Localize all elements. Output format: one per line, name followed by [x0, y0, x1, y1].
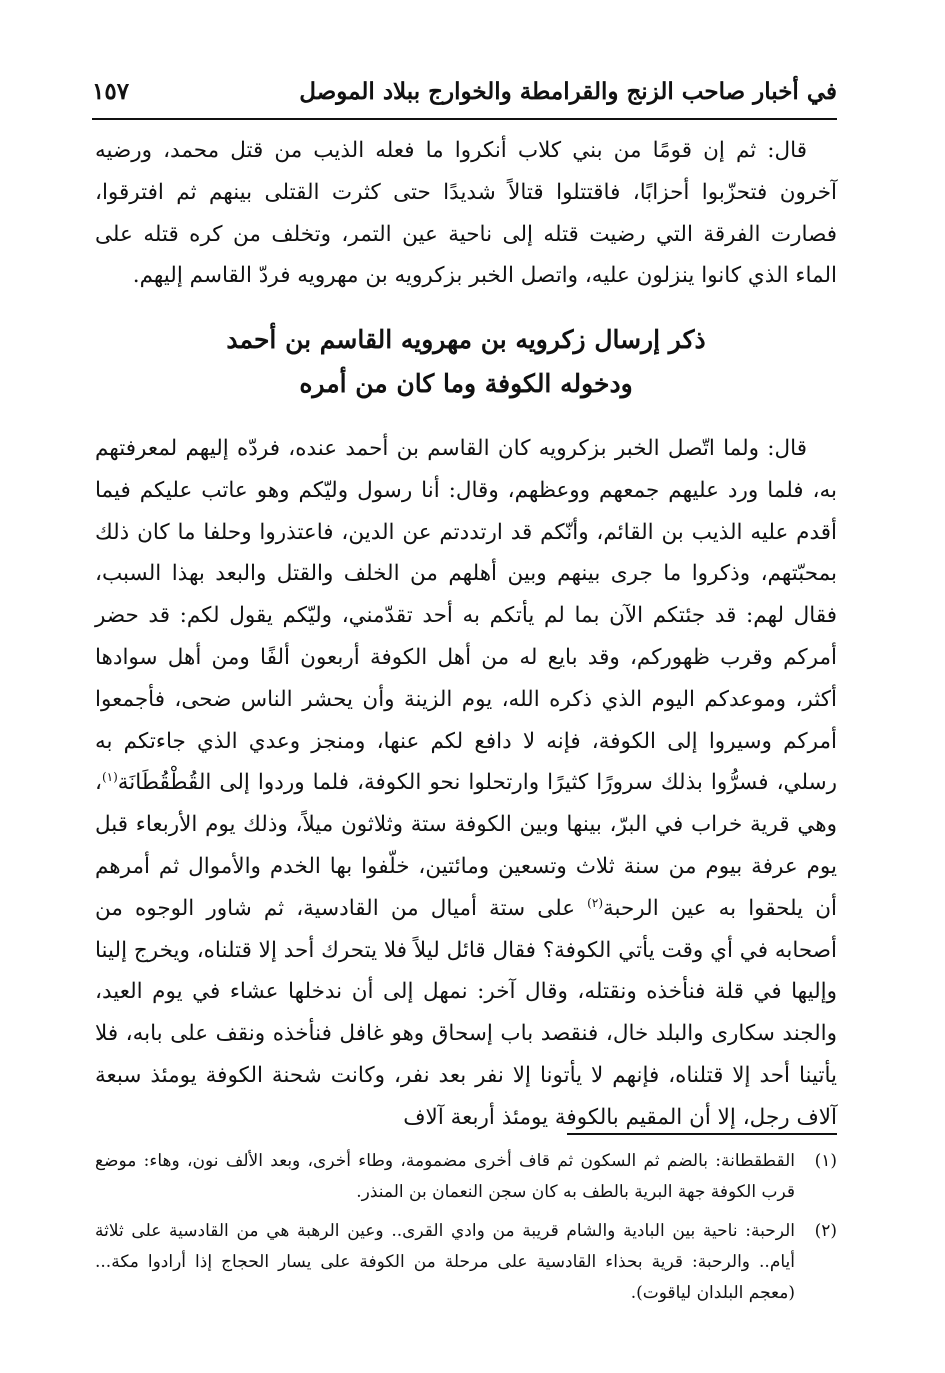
page-number: ١٥٧	[92, 78, 130, 105]
footnote-ref-2: (٢)	[587, 895, 603, 910]
paragraph-1-text: قال: ثم إن قومًا من بني كلاب أنكروا ما فعله الذيب من قتل محمد، ورضيه آخرون فتحزّبوا أحزابًا، فاقتتلوا قتالاً شديدًا حتى كثرت القتلى بينهم ثم افترقوا، فصارت الفرقة التي رضيت قتله إلى ناحية عين التمر، وتخلف من كره قتله على الماء الذي كانوا ينزلون عليه، واتصل الخبر بزكرويه بن مهرويه فردّ القاسم إليهم.	[95, 138, 837, 289]
section-heading	[95, 318, 837, 406]
paragraph-2-part-1: قال: ولما اتّصل الخبر بزكرويه كان القاسم بن أحمد عنده، فردّه إليهم لمعرفتهم به، فلما ورد عليهم جمعهم ووعظهم، وقال: أنا رسول وليّكم وهو عاتب عليكم فيما أقدم عليه الذيب بن القائم، وأنّكم قد ارتددتم عن الدين، فاعتذروا وحلفا ما كان ذلك بمحبّتهم، وذكروا ما جرى بينهم وبين أهلهم من الخلف والقتل والبعد بهذا السبب، فقال لهم: قد جئتكم الآن بما لم يأتكم به أحد تقدّمني، وليّكم يقول لكم: قد حضر أمركم وقرب ظهوركم، وقد بايع له من أهل الكوفة أربعون ألفًا ومن أهل سوادها أكثر، وموعدكم اليوم الذي ذكره الله، يوم الزينة وأن يحشر الناس ضحى، فأجمعوا أمركم وسيروا إلى الكوفة، فإنه لا دافع لكم عنها، ومنجز وعدي الذي جاءتكم به رسلي، فسرُّوا بذلك سرورًا كثيرًا وارتحلوا نحو الكوفة، فلما وردوا إلى القُطْقُطَانَة	[95, 436, 837, 796]
running-head	[92, 72, 837, 120]
paragraph-2-part-3: على ستة أميال من القادسية، ثم شاور الوجوه من أصحابه في أي وقت يأتي الكوفة؟ فقال قائل ليلاً فلا يتحرك أحد إلا قتلناه، ويخرج إلينا وإليها في قلة فنأخذه ونقتله، وقال آخر: نمهل إلى أن ندخلها عشاء في يوم العيد، والجند سكارى والبلد خال، فنقصد باب إسحاق وهو غافل فنأخذه ونقف على بابه، فلا يأتينا أحد إلا قتلناه، فإنهم لا يأتونا إلا نفر بعد نفر، وكانت شحنة الكوفة يومئذ سبعة آلاف رجل، إلا أن المقيم بالكوفة يومئذ أربعة آلاف	[95, 895, 837, 1130]
footnote-1-number: (١)	[814, 1151, 837, 1171]
footnotes	[95, 1146, 837, 1317]
paragraph-2-text	[95, 428, 837, 1139]
footnote-separator	[567, 1133, 837, 1135]
running-title: في أخبار صاحب الزنج والقرامطة والخوارج ببلاد الموصل	[299, 78, 837, 105]
footnote-2-number: (٢)	[814, 1221, 837, 1241]
section-heading-line-2: ودخوله الكوفة وما كان من أمره	[299, 369, 633, 398]
paragraph-1	[95, 130, 837, 297]
footnote-1-text: القطقطانة: بالضم ثم السكون ثم قاف أخرى مضمومة، وطاء أخرى، وبعد الألف نون، وهاء: موضع قرب الكوفة جهة البرية بالطف به كان سجن النعمان بن المنذر.	[95, 1151, 795, 1202]
footnote-2	[95, 1216, 837, 1309]
paragraph-2-part-2: ، وهي قرية خراب في البرّ، بينها وبين الكوفة ستة وثلاثون ميلاً، وذلك يوم الأربعاء قبل يوم عرفة بيوم من سنة ثلاث وتسعين ومائتين، خلّفوا بها الخدم والأموال ثم أمرهم أن يلحقوا به عين الرحبة	[95, 770, 838, 921]
footnote-1	[95, 1146, 837, 1208]
section-heading-line-1: ذكر إرسال زكرويه بن مهرويه القاسم بن أحمد	[226, 325, 706, 354]
footnote-2-text: الرحبة: ناحية بين البادية والشام قريبة من وادي القرى.. وعين الرهبة هي من القادسية على ثلاثة أيام.. والرحبة: قرية بحذاء القادسية على مرحلة من الكوفة على يسار الحجاج إذا أرادوا مكة... (معجم البلدان لياقوت).	[95, 1221, 795, 1303]
paragraph-2	[95, 428, 837, 1139]
footnote-ref-1: (١)	[101, 770, 118, 785]
